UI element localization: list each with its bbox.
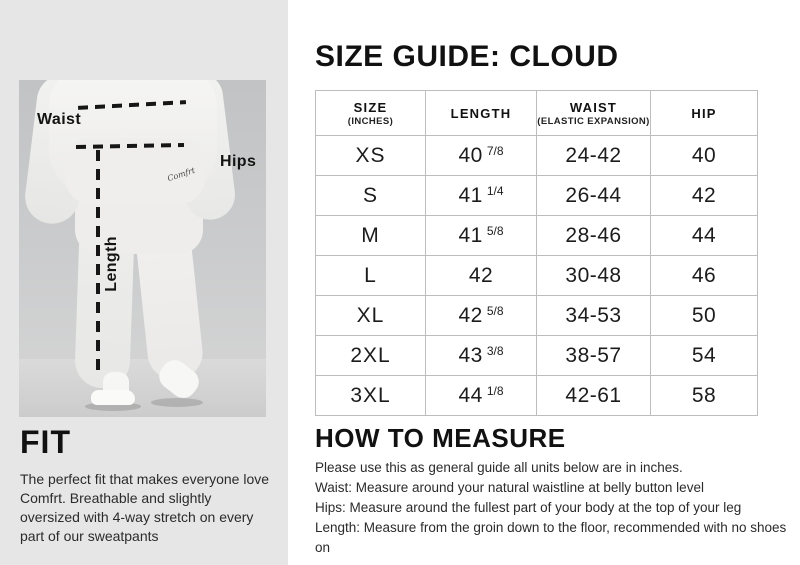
waist-cell: 42-61 [537, 376, 651, 416]
hip-cell: 46 [651, 256, 758, 296]
length-cell: 41 $^{1/4}$ [426, 176, 537, 216]
size-cell: XL [316, 296, 426, 336]
size-cell: 2XL [316, 336, 426, 376]
col-header-length [426, 91, 537, 136]
col-header-hip-label: HIP [691, 105, 717, 121]
length-fraction: 1/8 [486, 383, 504, 398]
length-cell: 43 $^{3/8}$ [426, 336, 537, 376]
table-row [316, 376, 758, 416]
page-title: SIZE GUIDE: CLOUD [315, 40, 619, 73]
size-table-body [316, 136, 758, 416]
table-row [316, 336, 758, 376]
measure-instruction-line: Waist: Measure around your natural waistline at belly button level [315, 480, 704, 495]
length-fraction: 5/8 [486, 303, 504, 318]
length-cell: 44 $^{1/8}$ [426, 376, 537, 416]
fit-description: The perfect fit that makes everyone love Comfrt. Breathable and slightly oversized with 4-way stretch on every part of our sweatpants [20, 471, 270, 544]
size-table [315, 90, 758, 416]
brand-logo-text: Comfrt [166, 165, 197, 184]
col-header-size [316, 91, 426, 136]
left-panel [0, 0, 288, 565]
hip-cell: 50 [651, 296, 758, 336]
fit-heading: FIT [20, 424, 71, 460]
measure-instruction-line: Hips: Measure around the fullest part of your body at the top of your leg [315, 500, 742, 515]
waist-cell: 28-46 [537, 216, 651, 256]
table-row [316, 256, 758, 296]
length-fraction: 3/8 [486, 343, 504, 358]
length-cell: 40 $^{7/8}$ [426, 136, 537, 176]
table-row [316, 176, 758, 216]
length-fraction: 1/4 [486, 183, 504, 198]
length-cell: 41 $^{5/8}$ [426, 216, 537, 256]
col-header-waist-label: WAIST [569, 99, 618, 115]
photo-floor [19, 359, 266, 417]
waist-cell: 30-48 [537, 256, 651, 296]
table-row [316, 296, 758, 336]
waist-label: Waist [37, 111, 82, 128]
waist-cell: 34-53 [537, 296, 651, 336]
col-header-size-sub: (INCHES) [347, 115, 394, 127]
left-foot-shape [91, 390, 135, 405]
waist-cell: 26-44 [537, 176, 651, 216]
length-fraction: 7/8 [486, 143, 504, 158]
size-cell: XS [316, 136, 426, 176]
col-header-waist-sub: (ELASTIC EXPANSION) [537, 115, 650, 127]
size-cell: L [316, 256, 426, 296]
length-dash-line [96, 150, 100, 370]
measure-instructions [315, 458, 795, 558]
col-header-hip [651, 91, 758, 136]
hips-label: Hips [220, 153, 257, 170]
col-header-length-label: LENGTH [450, 105, 512, 121]
hip-cell: 40 [651, 136, 758, 176]
right-column [288, 0, 800, 565]
length-cell: 42 [426, 256, 537, 296]
right-foot-shadow [151, 398, 203, 407]
size-cell: M [316, 216, 426, 256]
hip-cell: 58 [651, 376, 758, 416]
col-header-waist [537, 91, 651, 136]
table-row [316, 216, 758, 256]
length-fraction: 5/8 [486, 223, 504, 238]
table-row [316, 136, 758, 176]
length-label: Length [103, 236, 120, 292]
measure-instruction-line: Please use this as general guide all units below are in inches. [315, 460, 683, 475]
length-cell: 42 $^{5/8}$ [426, 296, 537, 336]
col-header-size-label: SIZE [353, 99, 388, 115]
waist-cell: 38-57 [537, 336, 651, 376]
waist-cell: 24-42 [537, 136, 651, 176]
how-to-measure-heading: HOW TO MEASURE [315, 423, 566, 453]
measure-instruction-line: Length: Measure from the groin down to the floor, recommended with no shoes on [315, 520, 787, 555]
hip-cell: 44 [651, 216, 758, 256]
size-cell: 3XL [316, 376, 426, 416]
hip-cell: 42 [651, 176, 758, 216]
model-photo [19, 80, 266, 417]
hip-cell: 54 [651, 336, 758, 376]
size-cell: S [316, 176, 426, 216]
table-header-row [316, 91, 758, 136]
